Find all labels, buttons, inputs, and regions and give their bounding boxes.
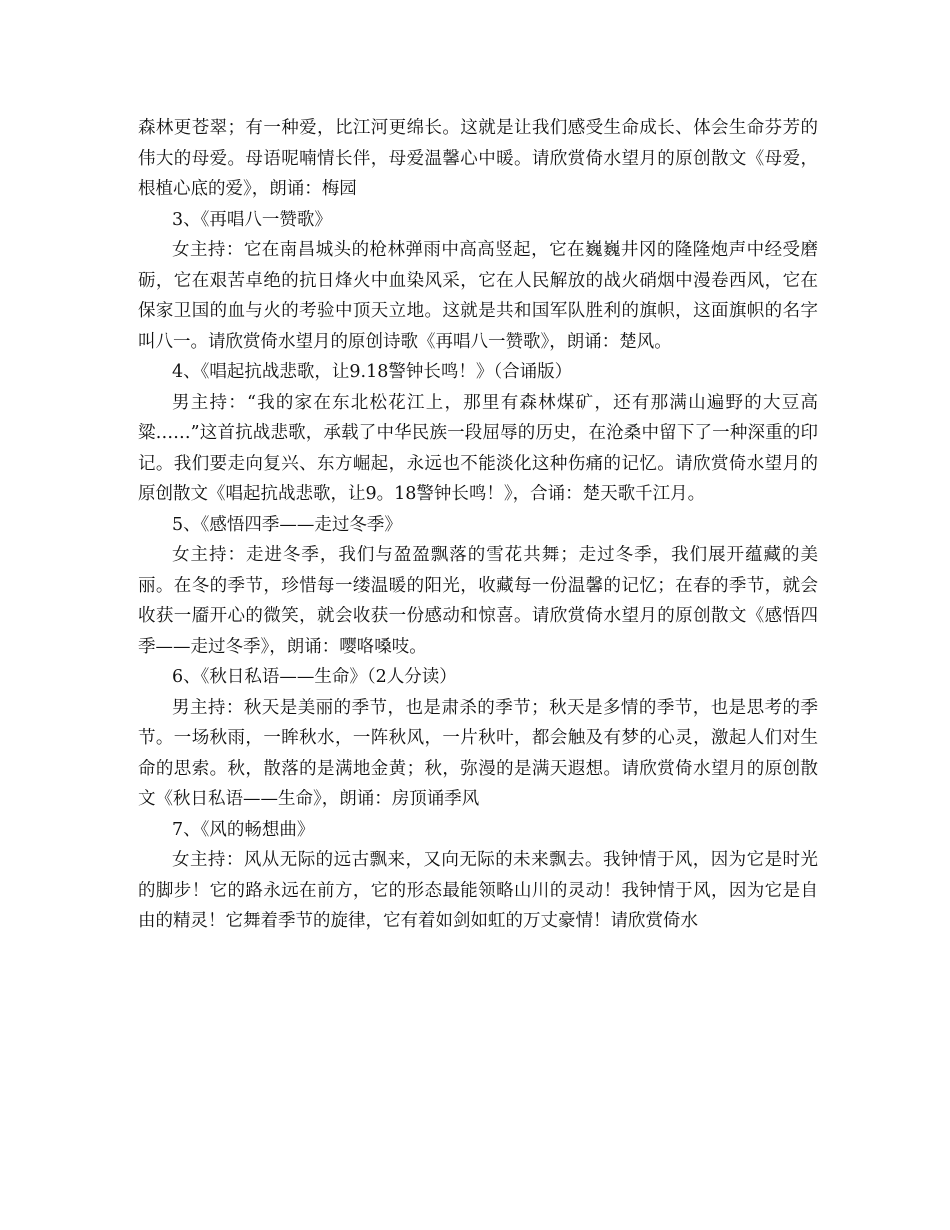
paragraph-continued: 森林更苍翠；有一种爱，比江河更绵长。这就是让我们感受生命成长、体会生命芬芳的伟大的母爱。母语呢喃情长伴，母爱温馨心中暖。请欣赏倚水望月的原创散文《母爱，根植心底的爱》，朗诵：梅园: [138, 118, 818, 199]
paragraph-section-5: 女主持：走进冬季，我们与盈盈飘落的雪花共舞；走过冬季，我们展开蕴藏的美丽。在冬的季节，珍惜每一缕温暖的阳光，收藏每一份温馨的记忆；在春的季节，就会收获一靥开心的微笑，就会收获一份感动和惊喜。请欣赏倚水望月的原创散文《感悟四季——走过冬季》，朗诵：嘤咯嗓吱。: [138, 545, 818, 657]
section-heading-4: 4、《唱起抗战悲歌，让9.18警钟长鸣！》（合诵版）: [172, 362, 573, 382]
document-body: [138, 113, 818, 937]
section-heading-5: 5、《感悟四季——走过冬季》: [172, 514, 402, 535]
section-heading-7: 7、《风的畅想曲》: [172, 819, 315, 840]
paragraph-section-7: 女主持：风从无际的远古飘来，又向无际的未来飘去。我钟情于风，因为它是时光的脚步！它的路永远在前方，它的形态最能领略山川的灵动！我钟情于风，因为它是自由的精灵！它舞着季节的旋律，它有着如剑如虹的万丈豪情！请欣赏倚水: [138, 850, 818, 931]
paragraph-section-3: 女主持：它在南昌城头的枪林弹雨中高高竖起，它在巍巍井冈的隆隆炮声中经受磨砺，它在艰苦卓绝的抗日烽火中血染风采，它在人民解放的战火硝烟中漫卷西风，它在保家卫国的血与火的考验中顶天立地。这就是共和国军队胜利的旗帜，这面旗帜的名字叫八一。请欣赏倚水望月的原创诗歌《再唱八一赞歌》，朗诵：楚风。: [138, 240, 818, 352]
section-heading-3: 3、《再唱八一赞歌》: [172, 209, 332, 230]
paragraph-section-4: 男主持：“我的家在东北松花江上，那里有森林煤矿，还有那满山遍野的大豆高粱……”这首抗战悲歌，承载了中华民族一段屈辱的历史，在沧桑中留下了一种深重的印记。我们要走向复兴、东方崛起，永远也不能淡化这种伤痛的记忆。请欣赏倚水望月的原创散文《唱起抗战悲歌，让9。18警钟长鸣！》，合诵：楚天歌千江月。: [138, 392, 818, 504]
paragraph-section-6: 男主持：秋天是美丽的季节，也是肃杀的季节；秋天是多情的季节，也是思考的季节。一场秋雨，一眸秋水，一阵秋风，一片秋叶，都会触及有梦的心灵，激起人们对生命的思索。秋，散落的是满地金黄；秋，弥漫的是满天遐想。请欣赏倚水望月的原创散文《秋日私语——生命》，朗诵：房顶诵季风: [138, 697, 818, 809]
section-heading-6: 6、《秋日私语——生命》（2人分读）: [172, 667, 457, 687]
